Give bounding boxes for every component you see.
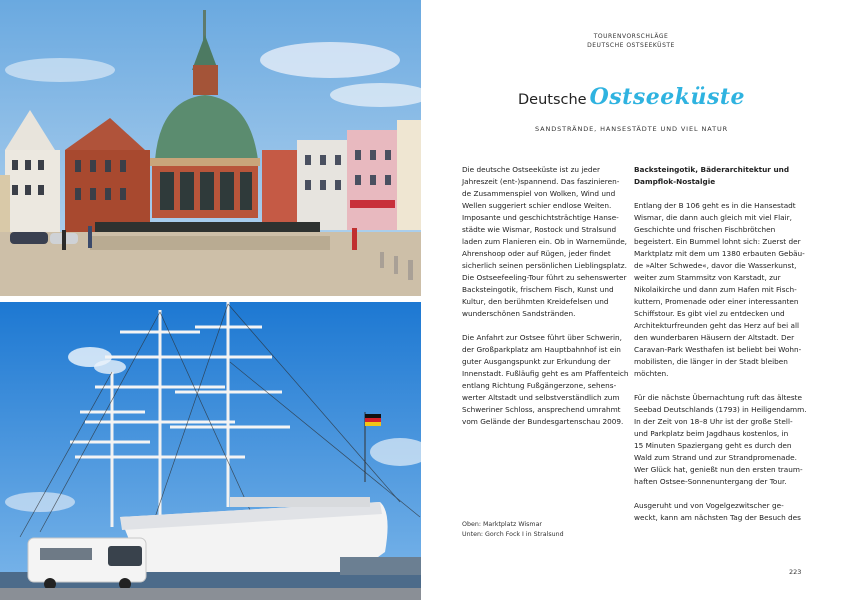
text-line: Imposante und geschichtsträchtige Hanse- xyxy=(462,213,619,222)
text-line: den wunderbaren Häusern der Altstadt. Der xyxy=(634,333,795,342)
section-heading: Backsteingotik, Bäderarchitektur und xyxy=(634,165,790,174)
text-line: Geschichte und frischen Fischbrötchen xyxy=(634,225,776,234)
text-column-1 xyxy=(462,164,627,428)
text-line: wunderschönen Sandstränden. xyxy=(462,309,576,318)
photo-caption xyxy=(462,520,564,540)
text-line: Schweriner Schloss, ansprechend umrahmt xyxy=(462,405,621,414)
text-line: möchten. xyxy=(634,369,669,378)
photo-gorch-fock xyxy=(0,302,421,600)
text-line: Die Ostseefeeling-Tour führt zu sehenswerter xyxy=(462,273,627,282)
text-line: Caravan-Park Westhafen ist beliebt bei Wohn- xyxy=(634,345,802,354)
caption-bottom: Unten: Gorch Fock I in Stralsund xyxy=(462,531,564,538)
title-plain: Deutsche xyxy=(518,92,587,108)
paragraph-gap xyxy=(634,380,806,392)
kicker-section: TOURENVORSCHLÄGE xyxy=(593,33,669,40)
section-heading: Dampflok-Nostalgie xyxy=(634,177,716,186)
text-line: Nikolaikirche und dann zum Hafen mit Fisch- xyxy=(634,285,797,294)
text-line: mobilisten, die länger in der Stadt bleiben xyxy=(634,357,788,366)
text-line: vom Gelände der Bundesgartenschau 2009. xyxy=(462,417,624,426)
text-line: städte wie Wismar, Rostock und Stralsund xyxy=(462,225,617,234)
text-line: Jahreszeit (ent-)spannend. Das faszinieren- xyxy=(462,177,620,186)
text-line: laden zum Flanieren ein. Ob in Warnemünde, xyxy=(462,237,628,246)
text-line: Backsteingotik, frischem Fisch, Kunst und xyxy=(462,285,614,294)
caption-top: Oben: Marktplatz Wismar xyxy=(462,521,543,528)
text-line: und Parkplatz beim Jagdhaus kostenlos, in xyxy=(634,429,789,438)
text-line: weckt, kann am nächsten Tag der Besuch des xyxy=(634,513,801,522)
text-line: Kultur, den berühmten Kreidefelsen und xyxy=(462,297,609,306)
text-line: Ausgeruht und von Vogelgezwitscher ge- xyxy=(634,501,784,510)
page-number: 223 xyxy=(789,568,802,576)
kicker-subsection: DEUTSCHE OSTSEEKÜSTE xyxy=(587,42,675,49)
text-line: der Großparkplatz am Hauptbahnhof ist ein xyxy=(462,345,621,354)
text-line: werter Altstadt und selbstverständlich zum xyxy=(462,393,620,402)
text-line: Innenstadt. Fußläufig geht es am Pfaffenteich xyxy=(462,369,629,378)
page-subtitle: SANDSTRÄNDE, HANSESTÄDTE UND VIEL NATUR xyxy=(534,125,729,133)
text-line: Marktplatz mit dem um 1380 erbauten Gebäu- xyxy=(634,249,805,258)
text-line: Schiffstour. Es gibt viel zu entdecken und xyxy=(634,309,785,318)
text-line: Wald zum Strand und zur Strandpromenade. xyxy=(634,453,797,462)
text-line: guter Ausgangspunkt zur Erkundung der xyxy=(462,357,611,366)
text-line: Entlang der B 106 geht es in die Hansestadt xyxy=(634,201,796,210)
text-line: begeistert. Ein Bummel lohnt sich: Zuerst der xyxy=(634,237,801,246)
text-line: weiter zum Stammsitz von Karstadt, zur xyxy=(634,273,781,282)
text-line: Die Anfahrt zur Ostsee führt über Schwerin, xyxy=(462,333,622,342)
text-column-2 xyxy=(634,164,806,524)
paragraph-gap xyxy=(634,188,806,200)
title-script: Ostseeküste xyxy=(589,84,745,110)
page-title xyxy=(420,84,843,110)
text-line: Wellen suggeriert schier endlose Weiten. xyxy=(462,201,612,210)
text-line: de Zusammenspiel von Wolken, Wind und xyxy=(462,189,616,198)
text-line: Wer Glück hat, genießt nun den ersten traum- xyxy=(634,465,803,474)
text-line: sicherlich seinen persönlichen Lieblingsplatz. xyxy=(462,261,627,270)
paragraph-gap xyxy=(462,320,627,332)
text-line: Wismar, die dann auch gleich mit viel Flair, xyxy=(634,213,792,222)
text-line: Architekturfreunden geht das Herz auf bei all xyxy=(634,321,800,330)
text-line: Für die nächste Übernachtung ruft das älteste xyxy=(634,393,803,402)
paragraph-gap xyxy=(634,488,806,500)
photo-marktplatz-wismar xyxy=(0,0,421,296)
text-line: Die deutsche Ostseeküste ist zu jeder xyxy=(462,165,601,174)
text-line: Ahrenshoop oder auf Rügen, jeder findet xyxy=(462,249,611,258)
text-line: 15 Minuten Spaziergang geht es durch den xyxy=(634,441,792,450)
text-line: haften Ostsee-Sonnenuntergang der Tour. xyxy=(634,477,787,486)
text-line: de »Alter Schwede«, davor die Wasserkunst, xyxy=(634,261,797,270)
text-line: Seebad Deutschlands (1793) in Heiligendamm. xyxy=(634,405,807,414)
text-line: kuttern, Promenade oder einer interessanten xyxy=(634,297,799,306)
text-line: entlang Richtung Fußgängerzone, sehens- xyxy=(462,381,617,390)
text-line: In der Zeit von 18–8 Uhr ist der große Stell- xyxy=(634,417,793,426)
